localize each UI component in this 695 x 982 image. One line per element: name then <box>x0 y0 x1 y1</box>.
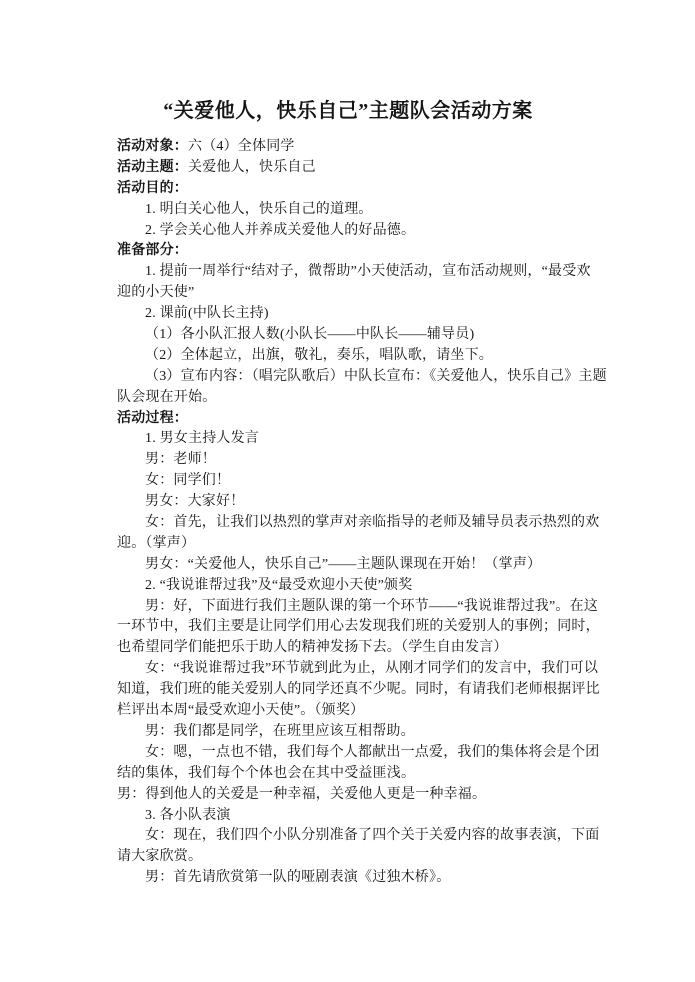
text-line: 一环节中，我们主要是让同学们用心去发现我们班的关爱别人的事例；同时， <box>117 619 600 635</box>
text-line: 1. 明白关心他人，快乐自己的道理。 <box>145 201 373 217</box>
text-line: 活动目的： <box>117 180 188 196</box>
line-label: 活动对象： <box>117 139 188 154</box>
line-label: 活动主题： <box>117 159 188 175</box>
document-body <box>117 137 607 889</box>
text-line: 男女：“关爱他人，快乐自己”——主题队课现在开始！（掌声） <box>145 556 542 572</box>
text-line: 请大家欣赏。 <box>117 849 203 865</box>
text-line: 也希望同学们能把乐于助人的精神发扬下去。（学生自由发言） <box>117 640 508 656</box>
text-line: 女：嗯，一点也不错，我们每个人都献出一点爱，我们的集体将会是个团 <box>145 744 600 760</box>
text-line: （1）各小队汇报人数(小队长——中队长——辅导员) <box>145 327 475 343</box>
text-line: 女：现在，我们四个小队分别准备了四个关于关爱内容的故事表演，下面 <box>145 828 600 844</box>
text-line: 1. 男女主持人发言 <box>145 431 259 447</box>
text-line: 活动对象：六（4）全体同学 <box>117 139 295 154</box>
text-line: 女：“我说谁帮过我”环节就到此为止，从刚才同学们的发言中，我们可以 <box>145 661 599 677</box>
text-line: 男：得到他人的关爱是一种幸福，关爱他人更是一种幸福。 <box>117 786 487 802</box>
text-line: 活动过程： <box>117 410 188 426</box>
text-line: 栏评出本周“最受欢迎小天使”。（颁奖） <box>117 703 365 719</box>
text-line: 男：好，下面进行我们主题队课的第一个环节——“我说谁帮过我”。在这 <box>145 598 599 614</box>
text-line: 2. 学会关心他人并养成关爱他人的好品德。 <box>145 222 416 238</box>
text-line: 队会现在开始。 <box>117 389 217 405</box>
text-line: 男：我们都是同学，在班里应该互相帮助。 <box>145 723 415 739</box>
text-line: 3. 各小队表演 <box>145 807 231 823</box>
text-line: 1. 提前一周举行“结对子，微帮助”小天使活动，宣布活动规则，“最受欢 <box>145 264 591 280</box>
document-title: “关爱他人，快乐自己”主题队会活动方案 <box>163 100 533 122</box>
text-line: 女：同学们！ <box>145 473 231 489</box>
text-line: 男：首先请欣赏第一队的哑剧表演《过独木桥》。 <box>145 870 451 886</box>
text-line: 男女：大家好！ <box>145 494 245 510</box>
text-line: 迎。（掌声） <box>117 535 196 551</box>
text-line: 女：首先，让我们以热烈的掌声对亲临指导的老师及辅导员表示热烈的欢 <box>145 515 600 531</box>
text-line: 结的集体，我们每个个体也会在其中受益匪浅。 <box>117 765 416 781</box>
text-line: 活动主题：关爱他人，快乐自己 <box>117 159 316 175</box>
text-line: 准备部分： <box>117 243 188 259</box>
text-line: 2. 课前(中队长主持) <box>145 306 269 322</box>
text-line: 迎的小天使” <box>117 285 195 301</box>
text-line: 男：老师！ <box>145 452 216 468</box>
text-line: （3）宣布内容：（唱完队歌后）中队长宣布：《关爱他人，快乐自己》主题 <box>145 368 607 384</box>
text-line: （2）全体起立，出旗，敬礼，奏乐，唱队歌，请坐下。 <box>145 347 493 363</box>
text-line: 2. “我说谁帮过我”及“最受欢迎小天使”颁奖 <box>145 577 413 593</box>
text-line: 知道，我们班的能关爱别人的同学还真不少呢。同时，有请我们老师根据评比 <box>117 682 600 698</box>
